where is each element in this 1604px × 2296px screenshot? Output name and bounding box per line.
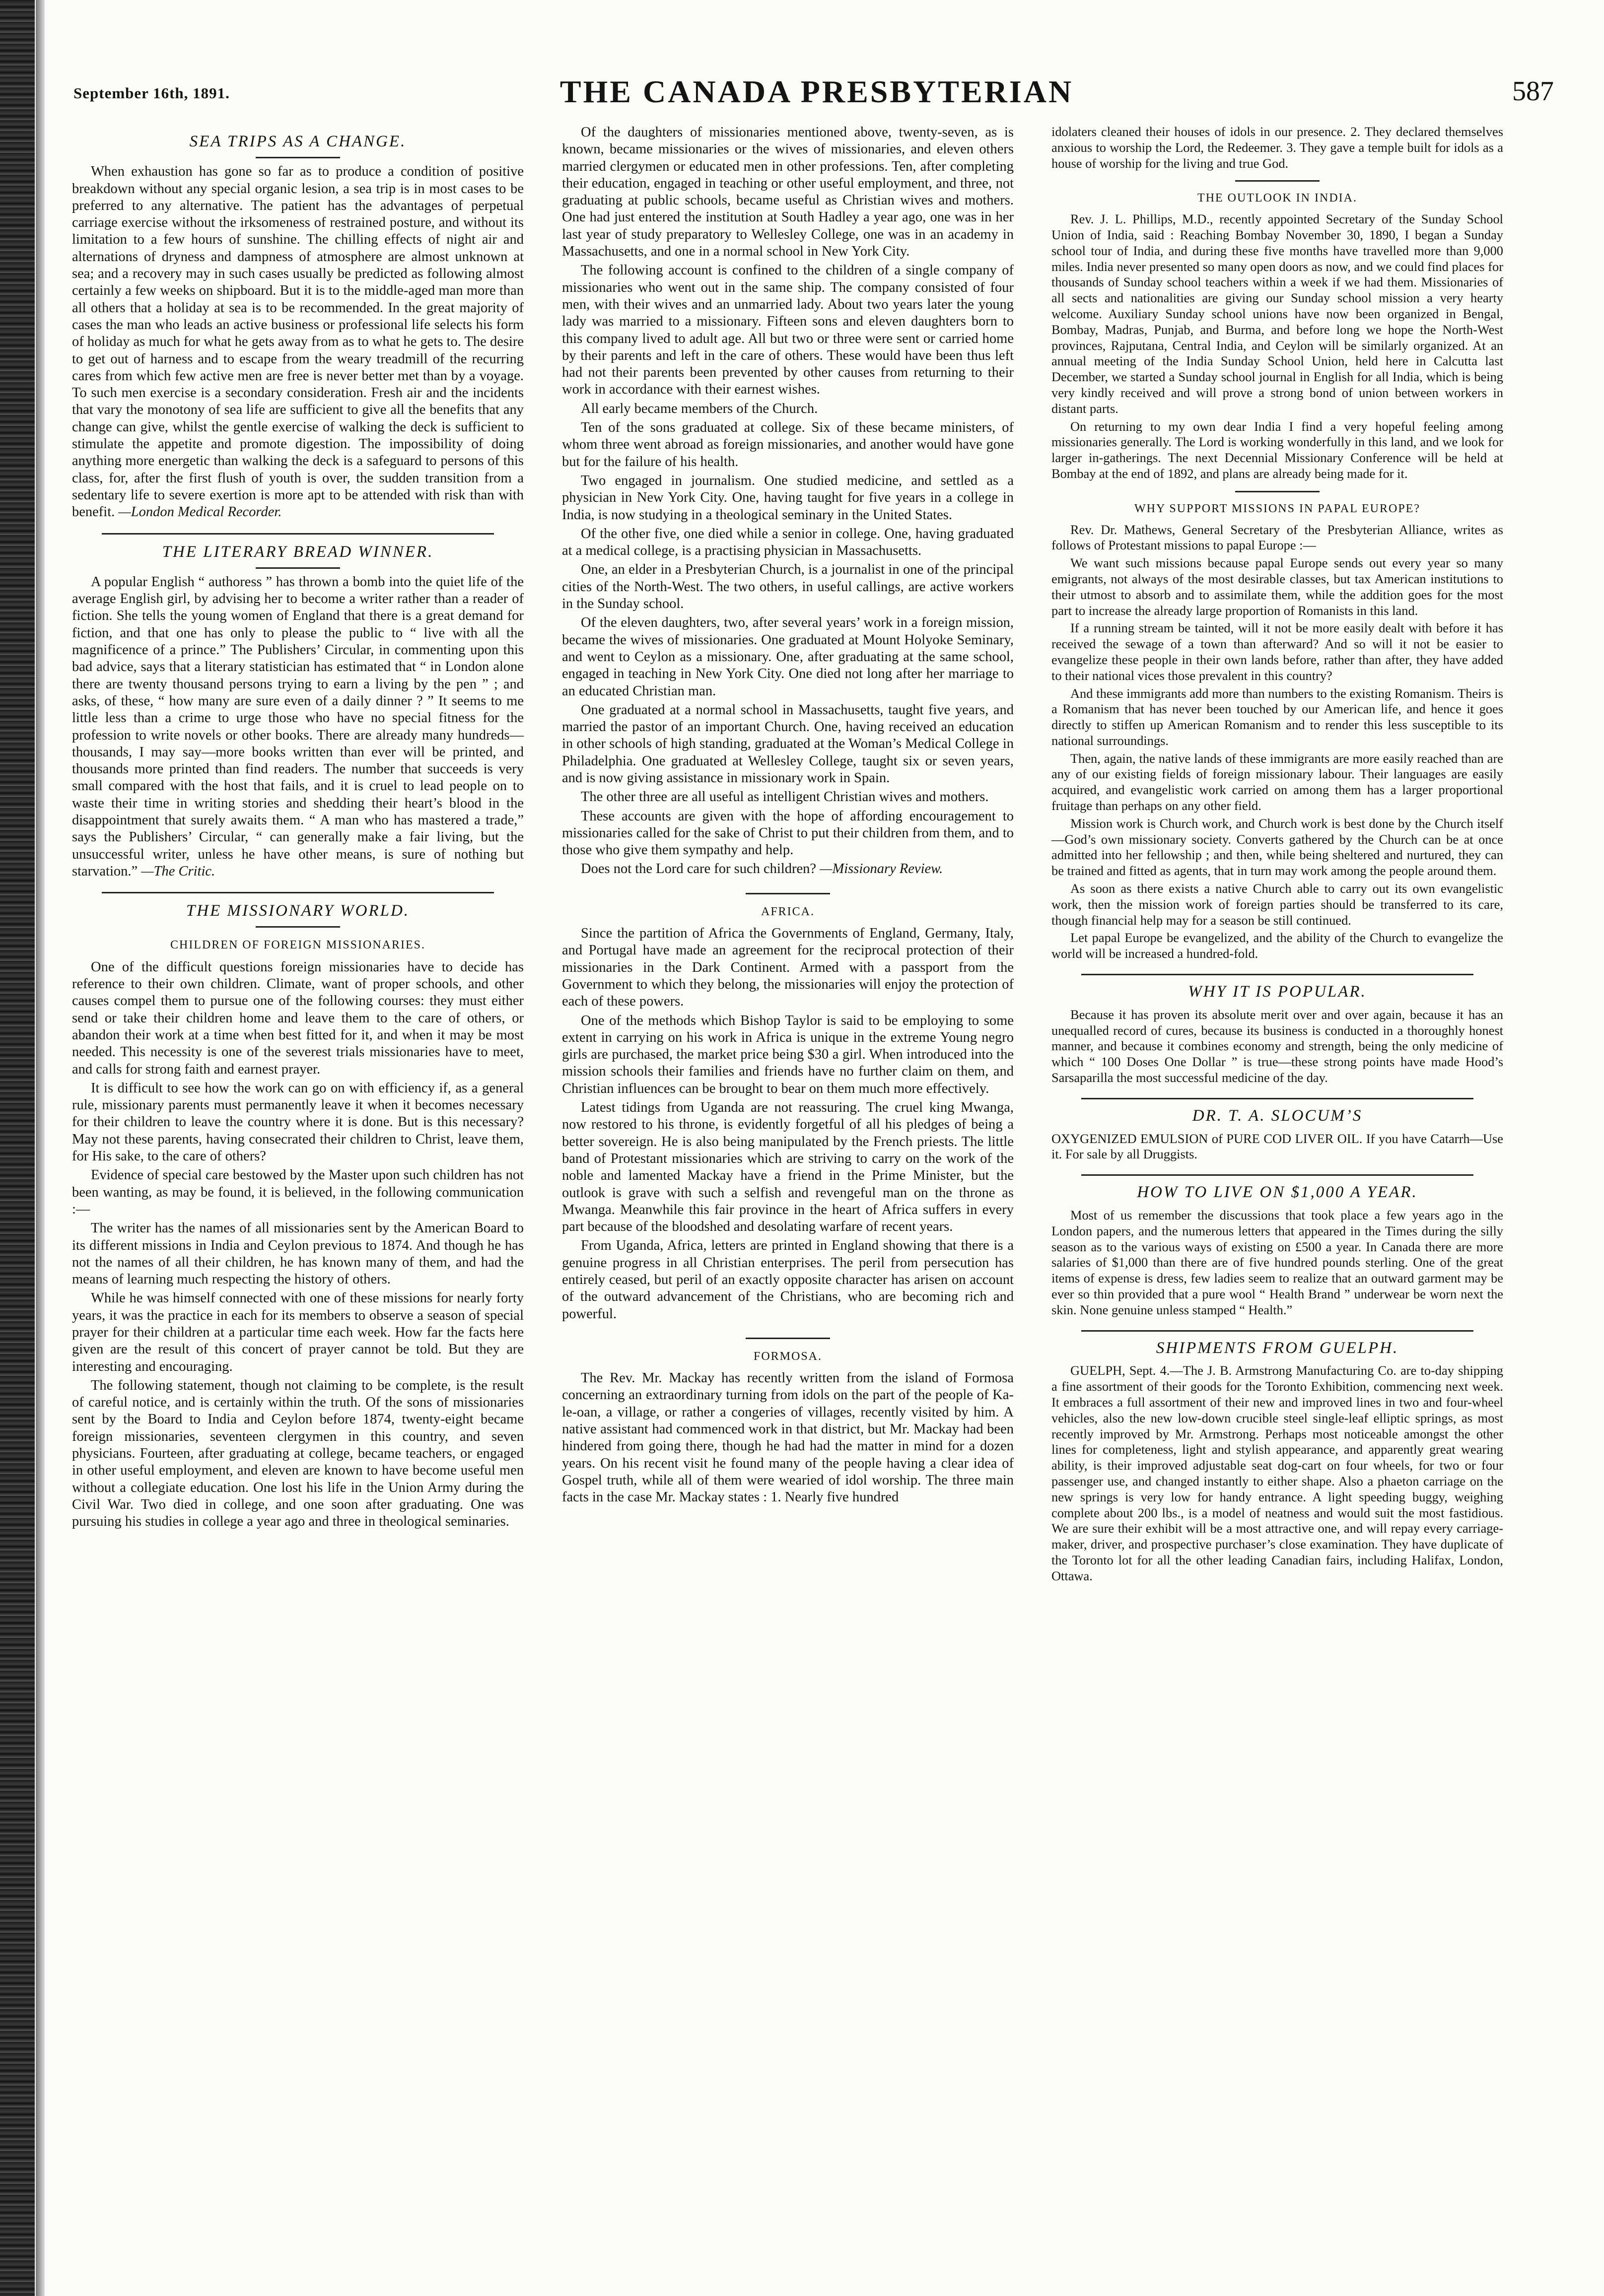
article-paragraph: On returning to my own dear India I find a very hopeful feeling among missionaries generally. The Lord is working wonderfully in this land, and we look for larger in-gatherings. The next Decennial Missionary Conference will be held at Bombay at the end of 1892, and plans are already being made for it. [1051,418,1503,481]
article-paragraph: Latest tidings from Uganda are not reassuring. The cruel king Mwanga, now restored to his throne, is evidently forgetful of all his pledges of being a better sovereign. He is also being manipulated by the French priests. The little band of Protestant missionaries which are striving to carry on the work of the noble and lamented Mackay have a friend in the Prime Minister, but the outlook is grave with such a selfish and revengeful man on the throne as Mwanga. Meanwhile this fair province in the heart of Africa suffers in every part because of the bloodshed and desolating warfare of recent years. [562,1100,1014,1235]
article-heading-outlook-india: THE OUTLOOK IN INDIA. [1197,192,1357,205]
section-divider [102,533,494,535]
article-paragraph: Of the other five, one died while a senior in college. One, having graduated at a medical college, is a practising physician in Massachusetts. [562,526,1014,559]
article-paragraph: A popular English “ authoress ” has thrown a bomb into the quiet life of the average English girl, by advising her to become a writer rather than a reader of fiction. She tells the young women of England that there is a great demand for fiction, and that one has only to please the public to “ live with all the magnificence of a prince.” The Publishers’ Circular, in commenting upon this bad advice, says that a literary statistician has estimated that “ in London alone there are twenty thousand persons trying to earn a living by the pen ” ; and asks, of these, “ how many are sure even of a daily dinner ? ” It seems to me little less than a crime to urge those who have no special fitness for the profession to write novels or other books. There are already many hundreds—thousands, I may say—more books written than ever will be printed, and thousands more printed than find readers. The number that succeeds is very small compared with the host that fails, and it is cruel to lead people on to waste their time in writing stories and shedding their heart’s blood in the disappointment that surely awaits them. “ A man who has mastered a trade,” says the Publishers’ Circular, “ can generally make a fair living, but the unsuccessful writer, unless he have other means, is sure of nothing but starvation.” —The Critic. [72,574,524,879]
article-paragraph: One of the methods which Bishop Taylor is said to be employing to some extent in carrying on his work in Africa is unique in the extreme Young negro girls are purchased, the market price being $30 a girl. When introduced into the mission schools their families and friends have no further claim on them, and Christian influences can be brought to bear on them much more effectively. [562,1013,1014,1096]
page-binding-edge [0,0,35,2296]
section-divider [1081,1330,1473,1332]
heading-rule [256,157,340,158]
article-subheading: CHILDREN OF FOREIGN MISSIONARIES. [170,939,426,952]
article-paragraph: Of the daughters of missionaries mentioned above, twenty-seven, as is known, became missionaries or the wives of missionaries, and eleven others married clergymen or educated men in other professions. Ten, after completing their education, engaged in teaching or other useful employment, and three, not graduating at public schools, became useful as Christian wives and mothers. One had just entered the institution at South Hadley a year ago, one was in her last year of study preparatory to Wellesley College, one was in an academy in Massachusetts, and one in a normal school in New York City. [562,125,1014,260]
article-paragraph: Because it has proven its absolute merit over and over again, because it has an unequalled record of cures, because its business is conducted in a thoroughly honest manner, and because it combines economy and strength, being the only medicine of which “ 100 Doses One Dollar ” is true—these strong points have made Hood’s Sarsaparilla the most successful medicine of the day. [1051,1007,1503,1085]
article-paragraph: It is difficult to see how the work can go on with efficiency if, as a general rule, missionary parents must permanently leave it when it becomes necessary for their children to leave the country where it is done. But is this necessary? May not these parents, having consecrated their children to Christ, leave them, for His sake, to the care of others? [72,1080,524,1164]
article-paragraph: idolaters cleaned their houses of idols in our presence. 2. They declared themselves anxious to worship the Lord, the Redeemer. 3. They gave a temple built for idols as a house of worship for the living and true God. [1051,124,1503,171]
article-paragraph: While he was himself connected with one of these missions for nearly forty years, it was the practice in each for its members to observe a season of special prayer for their children at a particular time each week. How far the facts here given are the result of this concert of prayer cannot be told. But they are interesting and encouraging. [72,1290,524,1374]
article-paragraph: And these immigrants add more than numbers to the existing Romanism. Theirs is a Romanism that has never been touched by our American life, and hence it goes directly to stiffen up American Romanism and to render this less susceptible to its national surroundings. [1051,685,1503,748]
article-paragraph: Of the eleven daughters, two, after several years’ work in a foreign mission, became the wives of missionaries. One graduated at Mount Holyoke Seminary, and went to Ceylon as a missionary. One, after graduating at the same school, engaged in teaching in New York City. One died not long after her marriage to an educated Christian man. [562,615,1014,699]
page-gutter-shadow [36,0,45,2296]
article-source: —Missionary Review. [820,861,943,877]
article-paragraph: The writer has the names of all missionaries sent by the American Board to its different missions in India and Ceylon previous to 1874. And though he has not the names of all their children, he has known many of them, and had the means of learning much respecting the history of others. [72,1220,524,1287]
article-paragraph: OXYGENIZED EMULSION of PURE COD LIVER OIL. If you have Catarrh—Use it. For sale by all Druggists. [1051,1131,1503,1162]
article-paragraph: Ten of the sons graduated at college. Six of these became ministers, of whom three went abroad as foreign missionaries, and another would have gone but for the failure of his health. [562,420,1014,470]
column-middle [562,124,1014,1508]
article-paragraph: One, an elder in a Presbyterian Church, is a journalist in one of the principal cities of the North-West. The two others, in useful callings, are active workers in the Sunday school. [562,562,1014,612]
article-paragraph: If a running stream be tainted, will it not be more easily dealt with before it has received the sewage of a town than afterward? And so will it not be easier to evangelize these people in their own lands before, rather than after, they have added to their national vices those prevalent in this country? [1051,620,1503,683]
article-paragraph: One of the difficult questions foreign missionaries have to decide has reference to their own children. Climate, want of proper schools, and other causes compel them to pursue one of the following courses: they must either send or take their children home and leave them to the care of others, or abandon their work at a time when best fitted for it, and when it may be most needed. This necessity is one of the severest trials missionaries have to meet, and calls for strong faith and earnest prayer. [72,959,524,1077]
article-paragraph: Since the partition of Africa the Governments of England, Germany, Italy, and Portugal have made an agreement for the reciprocal protection of their missionaries in the Dark Continent. Armed with a passport from the Government to which they belong, the missionaries will enjoy the protection of each of these powers. [562,926,1014,1010]
page-number: 587 [1512,76,1554,107]
article-paragraph: The other three are all useful as intelligent Christian wives and mothers. [581,789,989,805]
section-divider [102,892,494,893]
article-paragraph: We want such missions because papal Europe sends out every year so many emigrants, not always of the most desirable classes, but tax American institutions to their utmost to absorb and to assimilate them, while the addition goes for the most part to increase the already large proportion of Romanists in this land. [1051,555,1503,618]
section-divider [1081,1174,1473,1176]
article-paragraph: As soon as there exists a native Church able to carry out its own evangelistic work, then the mission work of foreign parties should be transferred to its care, though financial help may for a season be still continued. [1051,881,1503,928]
section-divider [1235,180,1320,182]
issue-date: September 16th, 1891. [73,84,230,102]
article-heading-literary: THE LITERARY BREAD WINNER. [162,542,434,561]
article-paragraph: All early became members of the Church. [581,401,818,416]
section-divider [746,893,830,894]
column-right [1051,124,1503,1586]
article-source: —The Critic. [141,863,215,879]
article-source: —London Medical Recorder. [118,504,282,520]
article-paragraph: One graduated at a normal school in Massachusetts, taught five years, and married the pastor of an important Church. One, having received an education in other schools of high standing, graduated at the Woman’s Medical College in Philadelphia. One graduated at Wellesley College, taught six or seven years, and is now giving assistance in missionary work in Spain. [562,702,1014,786]
article-paragraph: The following statement, though not claiming to be complete, is the result of careful notice, and is certainly within the truth. Of the sons of missionaries sent by the Board to India and Ceylon before 1874, twenty-eight became foreign missionaries, seventeen clergymen in this country, and seven physicians. Fourteen, after graduating at college, became teachers, or engaged in other useful employment, and eleven are known to have become useful men without a collegiate education. One lost his life in the Union Army during the Civil War. Two died in college, and one soon after graduating. One was pursuing his studies in college a year ago and three in theological seminaries. [72,1377,524,1530]
article-heading-popular: WHY IT IS POPULAR. [1188,983,1367,1001]
article-paragraph: Then, again, the native lands of these immigrants are more easily reached than are any of our existing fields of foreign missionary labour. Their languages are easily acquired, and evangelistic work carried on among them has a larger proportional fruitage than perhaps on any other field. [1051,750,1503,813]
article-paragraph: The Rev. Mr. Mackay has recently written from the island of Formosa concerning an extraordinary turning from idols on the part of the people of Ka-le-oan, a village, or rather a congeries of villages, recently visited by him. A native assistant had commenced work in that district, but Mr. Mackay had been hindered from going there, though he had had the matter in mind for a dozen years. On his recent visit he found many of the people having a clear idea of Gospel truth, while all of them were wearied of idol worship. The three main facts in the case Mr. Mackay states : 1. Nearly five hundred [562,1370,1014,1505]
heading-rule [256,567,340,569]
article-heading-sea-trips: SEA TRIPS AS A CHANGE. [189,133,407,150]
article-paragraph: The following account is confined to the children of a single company of missionaries who went out in the same ship. The company consisted of four men, with their wives and an unmarried lady. About two years later the young lady was married to a missionary. Fifteen sons and eleven daughters born to this company lived to adult age. All but two or three were sent or carried home by their parents and left in the care of others. These would have been thus left had not their parents been prevented by other causes from returning to their work in accordance with their earnest wishes. [562,263,1014,398]
heading-rule [256,926,340,928]
newspaper-title: THE CANADA PRESBYTERIAN [559,74,1074,109]
article-paragraph: GUELPH, Sept. 4.—The J. B. Armstrong Manufacturing Co. are to-day shipping a fine assortment of their goods for the Toronto Exhibition, commencing next week. It embraces a full assortment of their new and improved lines in two and four-wheel vehicles, also the new low-down crucible steel single-leaf elliptic springs, as most recently improved by Mr. Armstrong. Perhaps most noticeable amongst the other lines for completeness, light and stylish appearance, and apparently great wearing ability, is their improved adjustable seat dog-cart on four wheels, for two or four passenger use, and changed instantly to either shape. Also a phaeton carriage on the new springs is very low for handy entrance. A light speeding buggy, weighing complete about 200 lbs., is a model of neatness and would suit the most fastidious. We are sure their exhibit will be a most attractive one, and will repay every carriage-maker, driver, and prospective purchaser’s close examination. They have duplicate of the Toronto lot for all the other leading Canadian fairs, including Halifax, London, Ottawa. [1051,1363,1503,1583]
article-paragraph: Rev. Dr. Mathews, General Secretary of the Presbyterian Alliance, writes as follows of Protestant missions to papal Europe :— [1051,522,1503,553]
article-heading-slocum: DR. T. A. SLOCUM’S [1192,1106,1363,1125]
article-paragraph: Mission work is Church work, and Church work is best done by the Church itself—God’s own missionary society. Converts gathered by the Church can be at once admitted into her fellowship ; and then, while being sheltered and nurtured, they can be trained and fitted as agents, that in turn may work among the people around them. [1051,815,1503,878]
article-paragraph: Rev. J. L. Phillips, M.D., recently appointed Secretary of the Sunday School Union of India, said : Reaching Bombay November 30, 1890, I began a Sunday school tour of India, and during these five months have travelled more than 9,000 miles. India never presented so many open doors as now, and we could find places for thousands of Sunday school teachers within a week if we had them. Missionaries of all sects and nationalities are giving our Sunday school mission a very hearty welcome. Auxiliary Sunday school unions have now been organized in Bengal, Bombay, Madras, Punjab, and Burma, and before long we hope the North-West provinces, Rajputana, Central India, and Ceylon will be similarly organized. At an annual meeting of the India Sunday School Union, held here in Calcutta last December, we started a Sunday school journal in English for all India, which is being very kindly received and will prove a strong bond of union between workers in distant parts. [1051,211,1503,416]
section-divider [1235,491,1320,492]
section-divider [1081,1098,1473,1099]
section-divider [746,1338,830,1339]
article-paragraph: These accounts are given with the hope of affording encouragement to missionaries called for the sake of Christ to put their children from them, and to those who give them sympathy and help. [562,808,1014,858]
article-heading-missionary-world: THE MISSIONARY WORLD. [186,902,410,920]
article-paragraph: Let papal Europe be evangelized, and the ability of the Church to evangelize the world will be increased a hundred-fold. [1051,930,1503,961]
article-heading-formosa: FORMOSA. [753,1350,823,1363]
article-paragraph: Does not the Lord care for such children? —Missionary Review. [581,861,943,877]
article-paragraph: When exhaustion has gone so far as to produce a condition of positive breakdown without any special organic lesion, a sea trip is in most cases to be preferred to any alternative. The patient has the advantages of perpetual carriage exercise without the irksomeness of restrained posture, and without its limitation to a few hours of sunshine. The chilling effects of night air and alternations of dryness and dampness of atmosphere are almost unknown at sea; and a recovery may in such cases usually be predicted as following almost certainly a few weeks on shipboard. But it is to the middle-aged man more than all others that a holiday at sea is to be recommended. In the great majority of cases the man who leads an active business or professional life selects his form of holiday as much for what he gets away from as to what he gets to. The desire to get out of harness and to escape from the weary treadmill of the recurring cares from which few active men are free is never better met than by a voyage. To such men exercise is a secondary consideration. Fresh air and the incidents that vary the monotony of sea life are sufficient to give all the benefits that any change can give, whilst the gentle exercise of walking the deck is sufficient to stimulate the appetite and promote digestion. The impossibility of doing anything more energetic than walking the deck is a safeguard to persons of this class, for, after the first flush of youth is over, the sudden transition from a sedentary life to severe exertion is more apt to be attended with risk than with benefit. —London Medical Recorder. [72,164,524,520]
section-divider [1081,974,1473,975]
article-heading-guelph: SHIPMENTS FROM GUELPH. [1156,1339,1399,1357]
article-paragraph: Two engaged in journalism. One studied medicine, and settled as a physician in New York City. One, having taught for five years in a college in India, is now studying in a theological seminary in the United States. [562,473,1014,523]
article-heading-how-to-live: HOW TO LIVE ON $1,000 A YEAR. [1137,1183,1418,1202]
column-left [72,124,524,1533]
article-heading-papal-europe: WHY SUPPORT MISSIONS IN PAPAL EUROPE? [1134,502,1420,515]
article-paragraph: From Uganda, Africa, letters are printed in England showing that there is a genuine progress in all Christian enterprises. The peril from persecution has entirely ceased, but peril of an exactly opposite character has arisen on account of the outward advancement of the Christians, who are becoming rich and powerful. [562,1238,1014,1322]
masthead [70,73,1564,128]
article-paragraph: Most of us remember the discussions that took place a few years ago in the London papers, and the numerous letters that appeared in the Times during the silly season as to the various ways of existing on £500 a year. In Canada there are more salaries of $1,000 than there are of five hundred pounds sterling. One of the great items of expense is dress, few ladies seem to realize that an outward garment may be ever so thin provided that a pure wool “ Health Brand ” underwear be worn next the skin. None genuine unless stamped “ Health.” [1051,1208,1503,1317]
article-paragraph: Evidence of special care bestowed by the Master upon such children has not been wanting, as may be found, it is believed, in the following communication :— [72,1167,524,1217]
article-heading-africa: AFRICA. [761,905,815,918]
